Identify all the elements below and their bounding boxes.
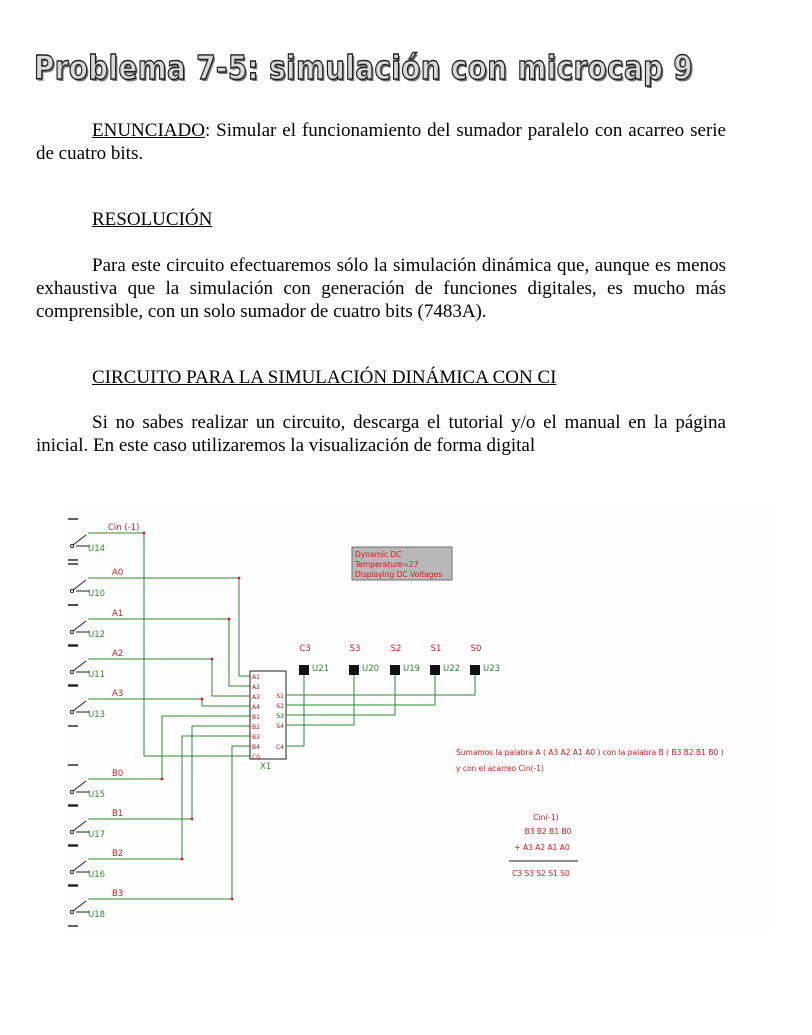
output-wire: [286, 675, 354, 725]
enunciado-label: ENUNCIADO: [92, 120, 205, 141]
ic-left-pin-label: B2: [252, 724, 260, 731]
ic-name: X1: [260, 762, 272, 772]
switch-name: U12: [88, 630, 106, 640]
info-box-line: Dynamic DC: [355, 550, 402, 559]
switch-lever: [73, 535, 86, 545]
ic-left-pin-label: A1: [252, 674, 260, 681]
switch-signal-label: B3: [112, 889, 124, 899]
switch-wire: [88, 699, 250, 706]
output-name: U19: [403, 664, 421, 674]
output-signal-label: S3: [349, 644, 361, 654]
circuito-paragraph: Si no sabes realizar un circuito, descarga el tutorial y/o el manual en la página inicial. En este caso utilizaremos la visualización de forma digital: [36, 412, 726, 456]
output-wire: [286, 675, 304, 746]
resolucion-paragraph: Para este circuito efectuaremos sólo la simulación dinámica que, aunque es menos exhaustiva que la simulación con generación de funciones digitales, es mucho más comprensible, con un solo sumador de cuatro bits (7483A).: [36, 255, 726, 322]
sum-row-a: + A3 A2 A1 A0: [514, 843, 570, 852]
junction-dot: [191, 818, 194, 821]
switch-lever: [73, 781, 86, 791]
output-name: U23: [483, 664, 501, 674]
circuito-heading: CIRCUITO PARA LA SIMULACIÓN DINÁMICA CON CI: [92, 367, 557, 388]
switch-name: U11: [88, 670, 106, 680]
output-signal-label: C3: [299, 644, 311, 654]
output-signal-label: S2: [390, 644, 402, 654]
switch-lever: [73, 661, 86, 671]
ic-right-pin-label: S2: [276, 703, 284, 710]
switch-lever: [73, 821, 86, 831]
output-probe: [299, 665, 309, 675]
circuit-canvas: [64, 505, 772, 930]
junction-dot: [143, 532, 146, 535]
switch-signal-label: B0: [112, 769, 124, 779]
switch-name: U10: [88, 589, 106, 599]
switch-name: U13: [88, 710, 106, 720]
junction-dot: [161, 778, 164, 781]
switch-name: U16: [88, 870, 106, 880]
ic-left-pin-label: A3: [252, 694, 260, 701]
info-box-line: Temperature=27: [355, 560, 419, 569]
ic-left-pin-label: B3: [252, 734, 260, 741]
ic-right-pin-label: S3: [276, 713, 284, 720]
switch-signal-label: A3: [112, 689, 124, 699]
switch-signal-label: Cin (-1): [108, 523, 140, 533]
ic-right-pin-label: S1: [276, 693, 284, 700]
note-line-2: y con el acarreo Cin(-1): [456, 764, 544, 773]
ic-right-pin-label: C4: [275, 744, 284, 751]
info-box-line: Displaying DC Voltages: [355, 570, 443, 579]
output-probe: [470, 665, 480, 675]
switch-lever: [73, 861, 86, 871]
junction-dot: [201, 698, 204, 701]
note-line-1: Sumamos la palabra A ( A3 A2 A1 A0 ) con la palabra B ( B3 B2 B1 B0 ): [456, 748, 724, 757]
switch-signal-label: A0: [112, 568, 124, 578]
ic-left-pin-label: A4: [252, 704, 260, 711]
switch-wire: [88, 578, 250, 676]
switch-signal-label: B1: [112, 809, 124, 819]
enunciado-text: : Simular el funcionamiento del sumador paralelo con acarreo serie de cuatro bits.: [36, 120, 726, 164]
resolucion-heading: RESOLUCIÓN: [92, 209, 213, 230]
output-name: U22: [443, 664, 461, 674]
switch-lever: [73, 901, 86, 911]
output-wire: [286, 675, 475, 695]
switch-lever: [73, 701, 86, 711]
ic-right-pin-label: S4: [276, 723, 284, 730]
sum-carry: Cin(-1): [533, 813, 559, 822]
junction-dot: [228, 618, 231, 621]
circuit-schematic: [64, 505, 772, 930]
switch-signal-label: B2: [112, 849, 124, 859]
switch-signal-label: A1: [112, 609, 124, 619]
output-name: U20: [362, 664, 380, 674]
switch-name: U18: [88, 910, 106, 920]
sum-result: C3 S3 S2 S1 S0: [512, 869, 570, 878]
switch-signal-label: A2: [112, 649, 124, 659]
output-name: U21: [312, 664, 330, 674]
output-signal-label: S0: [470, 644, 482, 654]
switch-lever: [73, 580, 86, 590]
output-probe: [390, 665, 400, 675]
switch-wire: [88, 533, 250, 756]
junction-dot: [238, 577, 241, 580]
ic-left-pin-label: A2: [252, 684, 260, 691]
ic-left-pin-label: B1: [252, 714, 260, 721]
junction-dot: [231, 898, 234, 901]
output-probe: [349, 665, 359, 675]
switch-name: U17: [88, 830, 106, 840]
ic-left-pin-label: B4: [252, 744, 260, 751]
page-title: Problema 7-5: simulación con microcap 9: [34, 48, 694, 87]
sum-row-b: B3 B2 B1 B0: [524, 827, 572, 836]
output-probe: [430, 665, 440, 675]
switch-wire: [88, 736, 250, 859]
ic-left-pin-label: C0: [252, 754, 261, 761]
output-wire: [286, 675, 435, 705]
junction-dot: [181, 858, 184, 861]
enunciado-paragraph: [36, 119, 726, 165]
switch-lever: [73, 621, 86, 631]
junction-dot: [211, 658, 214, 661]
switch-name: U15: [88, 790, 106, 800]
switch-name: U14: [88, 544, 106, 554]
output-signal-label: S1: [430, 644, 442, 654]
